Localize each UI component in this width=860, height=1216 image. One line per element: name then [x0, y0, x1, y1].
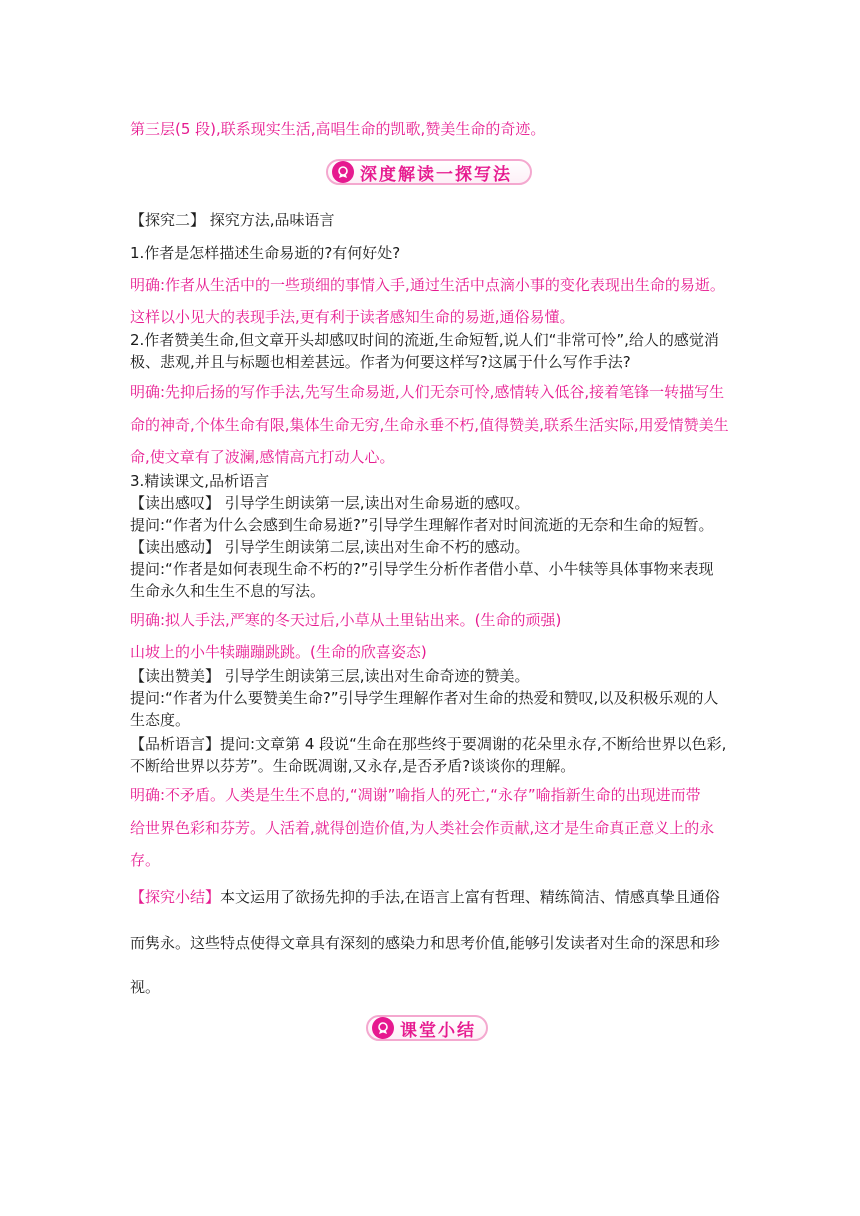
- read-2-answer-line: 山坡上的小牛犊蹦蹦跳跳。(生命的欣喜姿态): [130, 643, 427, 661]
- question-2-line: 极、悲观,并且与标题也相差甚远。作者为何要这样写?这属于什么写作手法?: [130, 353, 631, 371]
- summary-line-1: [130, 886, 740, 907]
- read-2-ask-line: 提问:“作者是如何表现生命不朽的?”引导学生分析作者借小草、小牛犊等具体事物来表现: [130, 560, 714, 578]
- language-question-line: 不断给世界以芬芳”。生命既凋谢,又永存,是否矛盾?谈谈你的理解。: [130, 757, 576, 775]
- ribbon-badge-icon: [372, 1017, 394, 1039]
- summary-line: 视。: [130, 978, 161, 996]
- intro-line: 第三层(5 段),联系现实生活,高唱生命的凯歌,赞美生命的奇迹。: [130, 120, 546, 138]
- language-question-line: 【品析语言】提问:文章第 4 段说“生命在那些终于要凋谢的花朵里永存,不断给世界以色彩,: [130, 735, 727, 753]
- section-banner-explore-writing: [326, 159, 532, 185]
- answer-2-line: 明确:先抑后扬的写作手法,先写生命易逝,人们无奈可怜,感情转入低谷,接着笔锋一转描写生: [130, 383, 725, 401]
- read-3-ask-line: 提问:“作者为什么要赞美生命?”引导学生理解作者对生命的热爱和赞叹,以及积极乐观的人: [130, 689, 719, 707]
- read-2-head: 【读出感动】 引导学生朗读第二层,读出对生命不朽的感动。: [130, 538, 530, 556]
- summary-line: 而隽永。这些特点使得文章具有深刻的感染力和思考价值,能够引发读者对生命的深思和珍: [130, 934, 720, 952]
- ribbon-badge-icon: [332, 161, 354, 183]
- read-3-head: 【读出赞美】 引导学生朗读第三层,读出对生命奇迹的赞美。: [130, 667, 530, 685]
- language-answer-line: 存。: [130, 851, 161, 869]
- question-3: 3.精读课文,品析语言: [130, 472, 270, 490]
- read-1-ask: 提问:“作者为什么会感到生命易逝?”引导学生理解作者对时间流逝的无奈和生命的短暂。: [130, 516, 714, 534]
- question-2-line: 2.作者赞美生命,但文章开头却感叹时间的流逝,生命短暂,说人们“非常可怜”,给人的感觉消: [130, 331, 719, 349]
- language-answer-line: 给世界色彩和芬芳。人活着,就得创造价值,为人类社会作贡献,这才是生命真正意义上的永: [130, 819, 715, 837]
- answer-2-line: 命的神奇,个体生命有限,集体生命无穷,生命永垂不朽,值得赞美,联系生活实际,用爱情赞美生: [130, 416, 729, 434]
- read-2-ask-line: 生命永久和生生不息的写法。: [130, 582, 326, 600]
- section-title: 【探究二】 探究方法,品味语言: [130, 211, 335, 229]
- read-1-head: 【读出感叹】 引导学生朗读第一层,读出对生命易逝的感叹。: [130, 494, 530, 512]
- read-3-ask-line: 生态度。: [130, 711, 191, 729]
- summary-label: 【探究小结】: [130, 888, 221, 906]
- language-answer-line: 明确:不矛盾。人类是生生不息的,“凋谢”喻指人的死亡,“永存”喻指新生命的出现进而带: [130, 786, 701, 804]
- banner-title: 课堂小结: [400, 1020, 476, 1041]
- summary-text: 本文运用了欲扬先抑的手法,在语言上富有哲理、精练简洁、情感真挚且通俗: [220, 888, 720, 906]
- banner-title: 深度解读一探写法: [360, 164, 512, 185]
- answer-1-line: 这样以小见大的表现手法,更有利于读者感知生命的易逝,通俗易懂。: [130, 308, 575, 326]
- answer-1-line: 明确:作者从生活中的一些琐细的事情入手,通过生活中点滴小事的变化表现出生命的易逝。: [130, 276, 725, 294]
- answer-2-line: 命,使文章有了波澜,感情高亢打动人心。: [130, 448, 395, 466]
- section-banner-class-summary: [366, 1015, 488, 1041]
- read-2-answer-line: 明确:拟人手法,严寒的冬天过后,小草从土里钻出来。(生命的顽强): [130, 611, 562, 629]
- question-1: 1.作者是怎样描述生命易逝的?有何好处?: [130, 244, 401, 262]
